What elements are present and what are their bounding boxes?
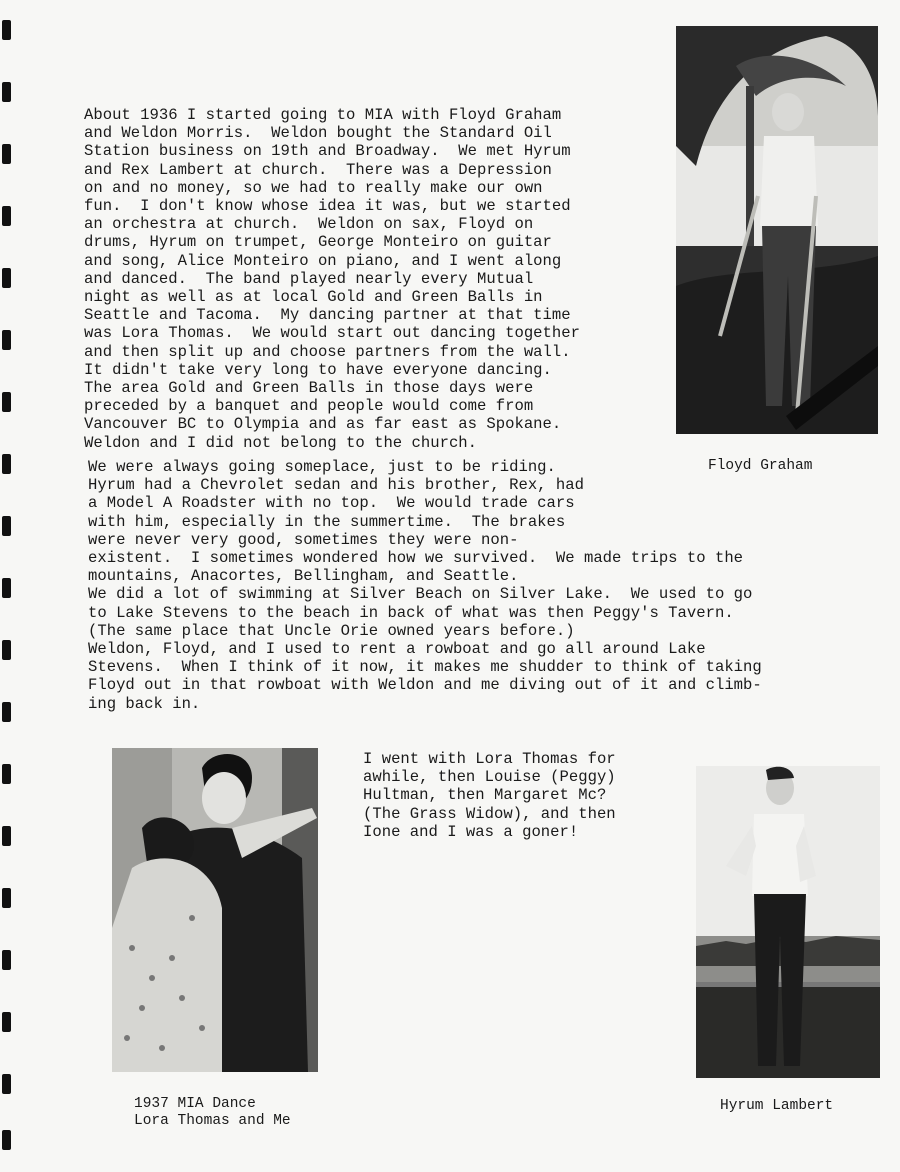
binding-ring xyxy=(2,206,11,226)
binding-ring xyxy=(2,516,11,536)
paragraph-cars-swimming: We were always going someplace, just to be riding. Hyrum had a Chevrolet sedan and his brother, Rex, had a Model A Roadster with no top. We would trade cars with him, especially in the summertime. The brakes were never very good, sometimes they were non- existent. I sometimes wondered how we survived. We made trips to the mountains, Anacortes, Bellingham, and Seattle. We did a lot of swimming at Silver Beach on Silver Lake. We used to go to Lake Stevens to the beach in back of what was then Peggy's Tavern. (The same place that Uncle Orie owned years before.) Weldon, Floyd, and I used to rent a rowboat and go all around Lake Stevens. When I think of it now, it makes me shudder to think of taking Floyd out in that rowboat with Weldon and me diving out of it and climb- ing back in. xyxy=(88,458,762,713)
caption-floyd-graham: Floyd Graham xyxy=(708,458,813,474)
photo-floyd-graham xyxy=(676,26,878,434)
binding-ring xyxy=(2,888,11,908)
binding-ring xyxy=(2,640,11,660)
paragraph-girlfriends: I went with Lora Thomas for awhile, then Louise (Peggy) Hultman, then Margaret Mc? (The Grass Widow), and then Ione and I was a goner! xyxy=(363,750,616,841)
binding-ring xyxy=(2,330,11,350)
binding-ring xyxy=(2,392,11,412)
paragraph-mia-orchestra: About 1936 I started going to MIA with Floyd Graham and Weldon Morris. Weldon bought the Standard Oil Station business on 19th and Broadway. We met Hyrum and Rex Lambert at church. There was a Depression on and no money, so we had to really make our own fun. I don't know whose idea it was, but we started an orchestra at church. Weldon on sax, Floyd on drums, Hyrum on trumpet, George Monteiro on guitar and song, Alice Monteiro on piano, and I went along and danced. The band played nearly every Mutual night as well as at local Gold and Green Balls in Seattle and Tacoma. My dancing partner at that time was Lora Thomas. We would start out dancing together and then split up and choose partners from the wall. It didn't take very long to have everyone dancing. The area Gold and Green Balls in those days were preceded by a banquet and people would come from Vancouver BC to Olympia and as far east as Spokane. Weldon and I did not belong to the church. xyxy=(84,106,580,452)
binding-ring xyxy=(2,1074,11,1094)
spiral-binding xyxy=(0,0,16,1172)
binding-ring xyxy=(2,764,11,784)
binding-ring xyxy=(2,268,11,288)
binding-ring xyxy=(2,702,11,722)
photo-hyrum-lambert xyxy=(696,766,880,1078)
binding-ring xyxy=(2,144,11,164)
caption-mia-dance: 1937 MIA Dance Lora Thomas and Me xyxy=(134,1096,291,1129)
binding-ring xyxy=(2,950,11,970)
binding-ring xyxy=(2,1130,11,1150)
binding-ring xyxy=(2,454,11,474)
binding-ring xyxy=(2,20,11,40)
caption-hyrum-lambert: Hyrum Lambert xyxy=(720,1098,834,1114)
binding-ring xyxy=(2,82,11,102)
binding-ring xyxy=(2,826,11,846)
binding-ring xyxy=(2,578,11,598)
binding-ring xyxy=(2,1012,11,1032)
photo-mia-dance xyxy=(112,748,318,1072)
